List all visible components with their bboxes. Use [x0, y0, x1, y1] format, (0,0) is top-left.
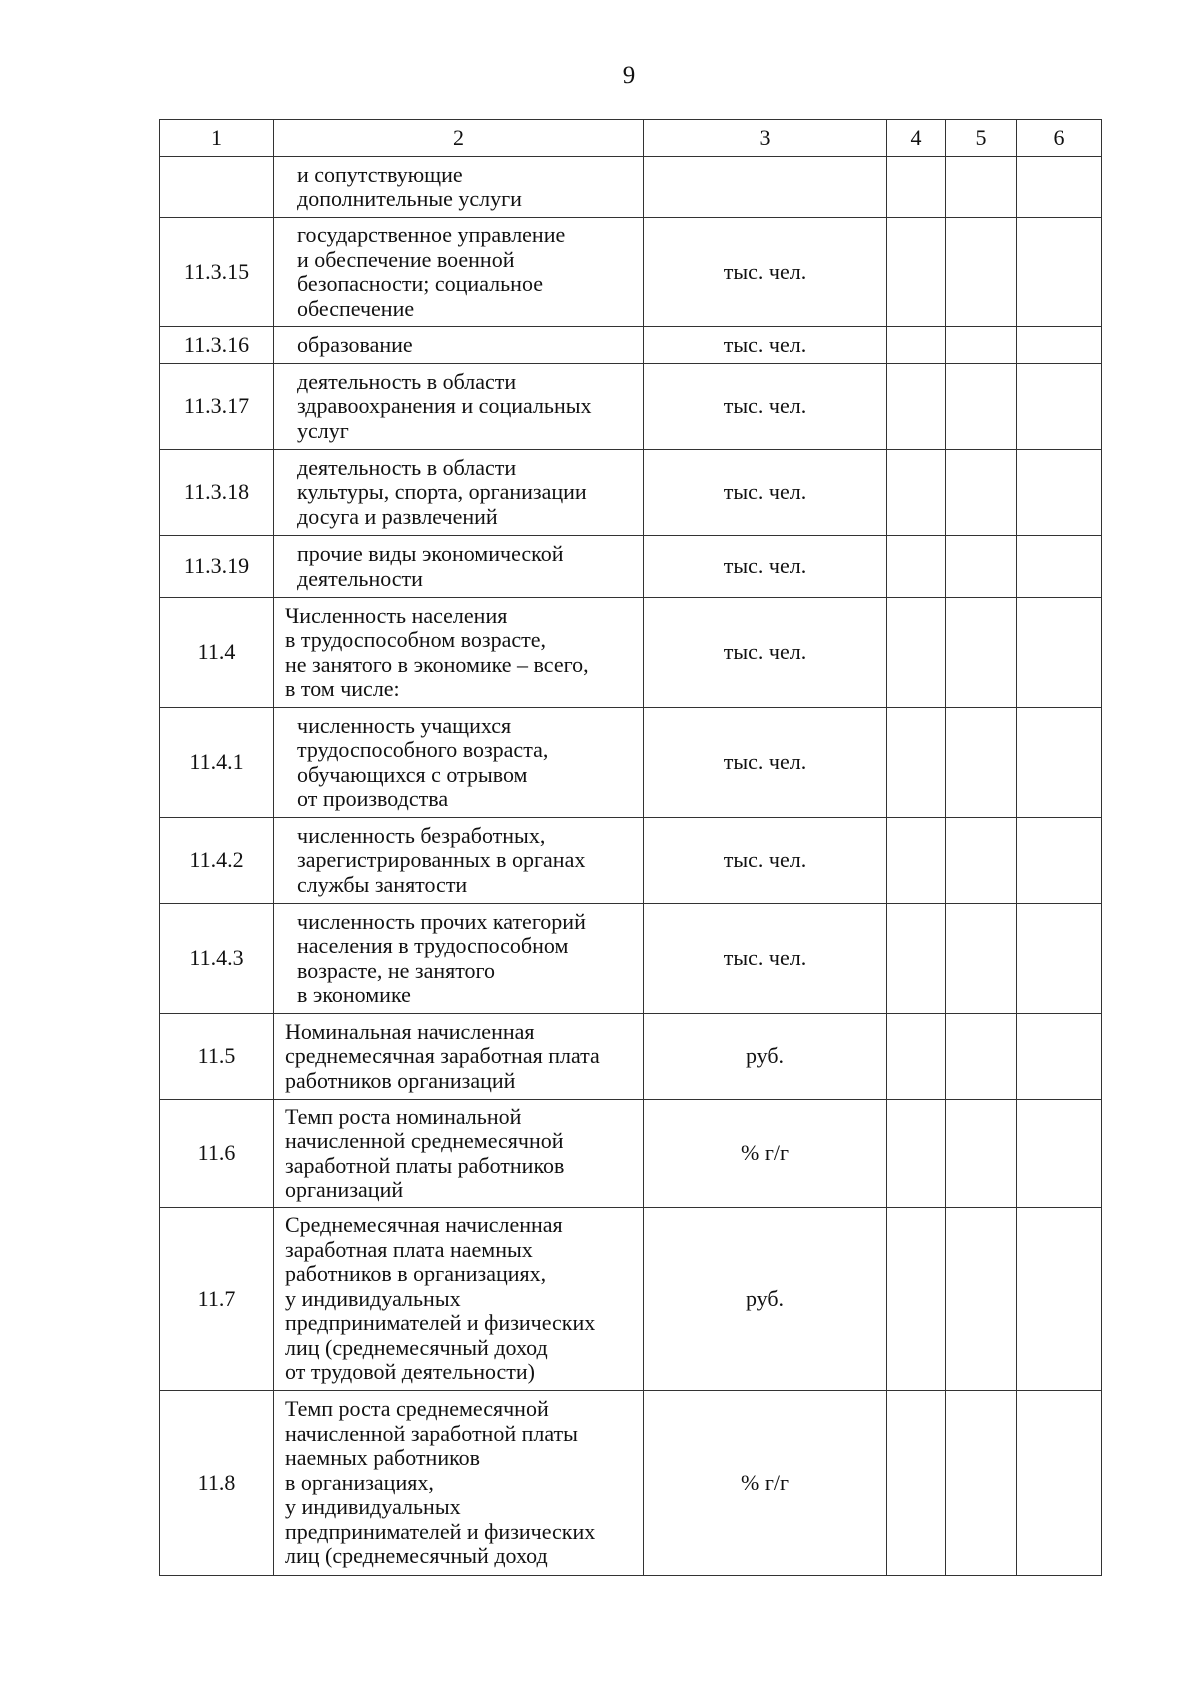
value-cell-col5	[946, 218, 1017, 327]
unit-cell: тыс. чел.	[644, 598, 887, 708]
indicator-name	[274, 708, 644, 818]
value-cell-col6	[1017, 327, 1102, 364]
table-row	[160, 536, 1102, 598]
row-number	[160, 157, 274, 218]
unit-cell: тыс. чел.	[644, 536, 887, 598]
table-row	[160, 1014, 1102, 1100]
row-number: 11.6	[160, 1100, 274, 1208]
indicator-name	[274, 364, 644, 450]
value-cell-col5	[946, 708, 1017, 818]
row-number: 11.4.1	[160, 708, 274, 818]
row-number: 11.3.19	[160, 536, 274, 598]
value-cell-col4	[887, 218, 946, 327]
table-row	[160, 1100, 1102, 1208]
value-cell-col4	[887, 450, 946, 536]
row-number: 11.3.18	[160, 450, 274, 536]
indicator-name-text: численность прочих категорий населения в трудоспособном возрасте, не занятого в экономике	[297, 908, 586, 1007]
value-cell-col5	[946, 1208, 1017, 1391]
unit-cell	[644, 157, 887, 218]
value-cell-col6	[1017, 598, 1102, 708]
indicator-name-text: Численность населения в трудоспособном возрасте, не занятого в экономике – всего, в том числе:	[285, 602, 589, 701]
column-header: 5	[946, 120, 1017, 157]
value-cell-col6	[1017, 1014, 1102, 1100]
row-number: 11.4	[160, 598, 274, 708]
indicator-name	[274, 818, 644, 904]
unit-cell: % г/г	[644, 1100, 887, 1208]
value-cell-col6	[1017, 708, 1102, 818]
value-cell-col5	[946, 904, 1017, 1014]
indicator-name-text: прочие виды экономической деятельности	[297, 541, 564, 591]
column-header: 1	[160, 120, 274, 157]
table-row	[160, 598, 1102, 708]
indicator-name-text: деятельность в области культуры, спорта, организации досуга и развлечений	[297, 454, 587, 529]
indicator-name-text: Темп роста среднемесячной начисленной заработной платы наемных работников в организациях, у индивидуальных предпринимателей и физических лиц (среднемесячный доход	[285, 1396, 596, 1569]
indicator-name-text: Номинальная начисленная среднемесячная заработная плата работников организаций	[285, 1018, 600, 1093]
indicator-name	[274, 1391, 644, 1576]
column-header: 4	[887, 120, 946, 157]
value-cell-col5	[946, 598, 1017, 708]
value-cell-col5	[946, 157, 1017, 218]
row-number: 11.4.2	[160, 818, 274, 904]
value-cell-col6	[1017, 157, 1102, 218]
indicator-name-text: образование	[297, 331, 413, 357]
indicator-name	[274, 1100, 644, 1208]
column-header: 6	[1017, 120, 1102, 157]
indicator-name	[274, 450, 644, 536]
header-row	[160, 120, 1102, 157]
unit-cell: руб.	[644, 1014, 887, 1100]
unit-cell: тыс. чел.	[644, 327, 887, 364]
row-number: 11.3.16	[160, 327, 274, 364]
value-cell-col5	[946, 1014, 1017, 1100]
value-cell-col6	[1017, 1208, 1102, 1391]
value-cell-col4	[887, 157, 946, 218]
value-cell-col4	[887, 904, 946, 1014]
value-cell-col4	[887, 536, 946, 598]
unit-cell: тыс. чел.	[644, 708, 887, 818]
indicator-name	[274, 598, 644, 708]
table-row	[160, 1208, 1102, 1391]
value-cell-col5	[946, 1100, 1017, 1208]
indicators-table	[159, 119, 1102, 1576]
row-number: 11.3.17	[160, 364, 274, 450]
unit-cell: тыс. чел.	[644, 218, 887, 327]
value-cell-col6	[1017, 1100, 1102, 1208]
table-row	[160, 364, 1102, 450]
table-row	[160, 1391, 1102, 1576]
value-cell-col6	[1017, 904, 1102, 1014]
table-row	[160, 708, 1102, 818]
value-cell-col4	[887, 818, 946, 904]
indicator-name	[274, 1014, 644, 1100]
indicator-name-text: деятельность в области здравоохранения и социальных услуг	[297, 368, 592, 443]
indicator-name-text: численность учащихся трудоспособного возраста, обучающихся с отрывом от производства	[297, 712, 549, 811]
row-number: 11.7	[160, 1208, 274, 1391]
indicator-name	[274, 1208, 644, 1391]
value-cell-col6	[1017, 364, 1102, 450]
value-cell-col4	[887, 708, 946, 818]
column-header: 3	[644, 120, 887, 157]
table-row	[160, 218, 1102, 327]
table-row	[160, 818, 1102, 904]
value-cell-col5	[946, 818, 1017, 904]
unit-cell: тыс. чел.	[644, 450, 887, 536]
table-row	[160, 904, 1102, 1014]
value-cell-col4	[887, 1391, 946, 1576]
column-header: 2	[274, 120, 644, 157]
row-number: 11.4.3	[160, 904, 274, 1014]
indicator-name	[274, 327, 644, 364]
indicator-name	[274, 157, 644, 218]
indicator-name-text: Среднемесячная начисленная заработная плата наемных работников в организациях, у индивидуальных предпринимателей и физических лиц (среднемесячный доход от трудовой деятельности)	[285, 1212, 596, 1385]
indicator-name-text: численность безработных, зарегистрированных в органах службы занятости	[297, 822, 586, 897]
unit-cell: тыс. чел.	[644, 364, 887, 450]
indicator-name-text: Темп роста номинальной начисленной среднемесячной заработной платы работников организаций	[285, 1103, 565, 1202]
table-row	[160, 327, 1102, 364]
value-cell-col4	[887, 1014, 946, 1100]
value-cell-col5	[946, 450, 1017, 536]
value-cell-col6	[1017, 218, 1102, 327]
table-row	[160, 450, 1102, 536]
value-cell-col5	[946, 327, 1017, 364]
row-number: 11.8	[160, 1391, 274, 1576]
table-row	[160, 157, 1102, 218]
value-cell-col4	[887, 364, 946, 450]
unit-cell: тыс. чел.	[644, 818, 887, 904]
value-cell-col5	[946, 364, 1017, 450]
unit-cell: руб.	[644, 1208, 887, 1391]
indicator-name	[274, 904, 644, 1014]
indicator-name-text: и сопутствующие дополнительные услуги	[297, 161, 522, 211]
value-cell-col6	[1017, 1391, 1102, 1576]
unit-cell: тыс. чел.	[644, 904, 887, 1014]
value-cell-col6	[1017, 450, 1102, 536]
value-cell-col4	[887, 1208, 946, 1391]
indicator-name	[274, 536, 644, 598]
page-number: 9	[622, 62, 636, 89]
value-cell-col4	[887, 1100, 946, 1208]
value-cell-col5	[946, 1391, 1017, 1576]
indicator-name-text: государственное управление и обеспечение военной безопасности; социальное обеспечение	[297, 222, 566, 321]
value-cell-col5	[946, 536, 1017, 598]
value-cell-col4	[887, 598, 946, 708]
value-cell-col4	[887, 327, 946, 364]
row-number: 11.5	[160, 1014, 274, 1100]
row-number: 11.3.15	[160, 218, 274, 327]
value-cell-col6	[1017, 536, 1102, 598]
value-cell-col6	[1017, 818, 1102, 904]
indicator-name	[274, 218, 644, 327]
unit-cell: % г/г	[644, 1391, 887, 1576]
